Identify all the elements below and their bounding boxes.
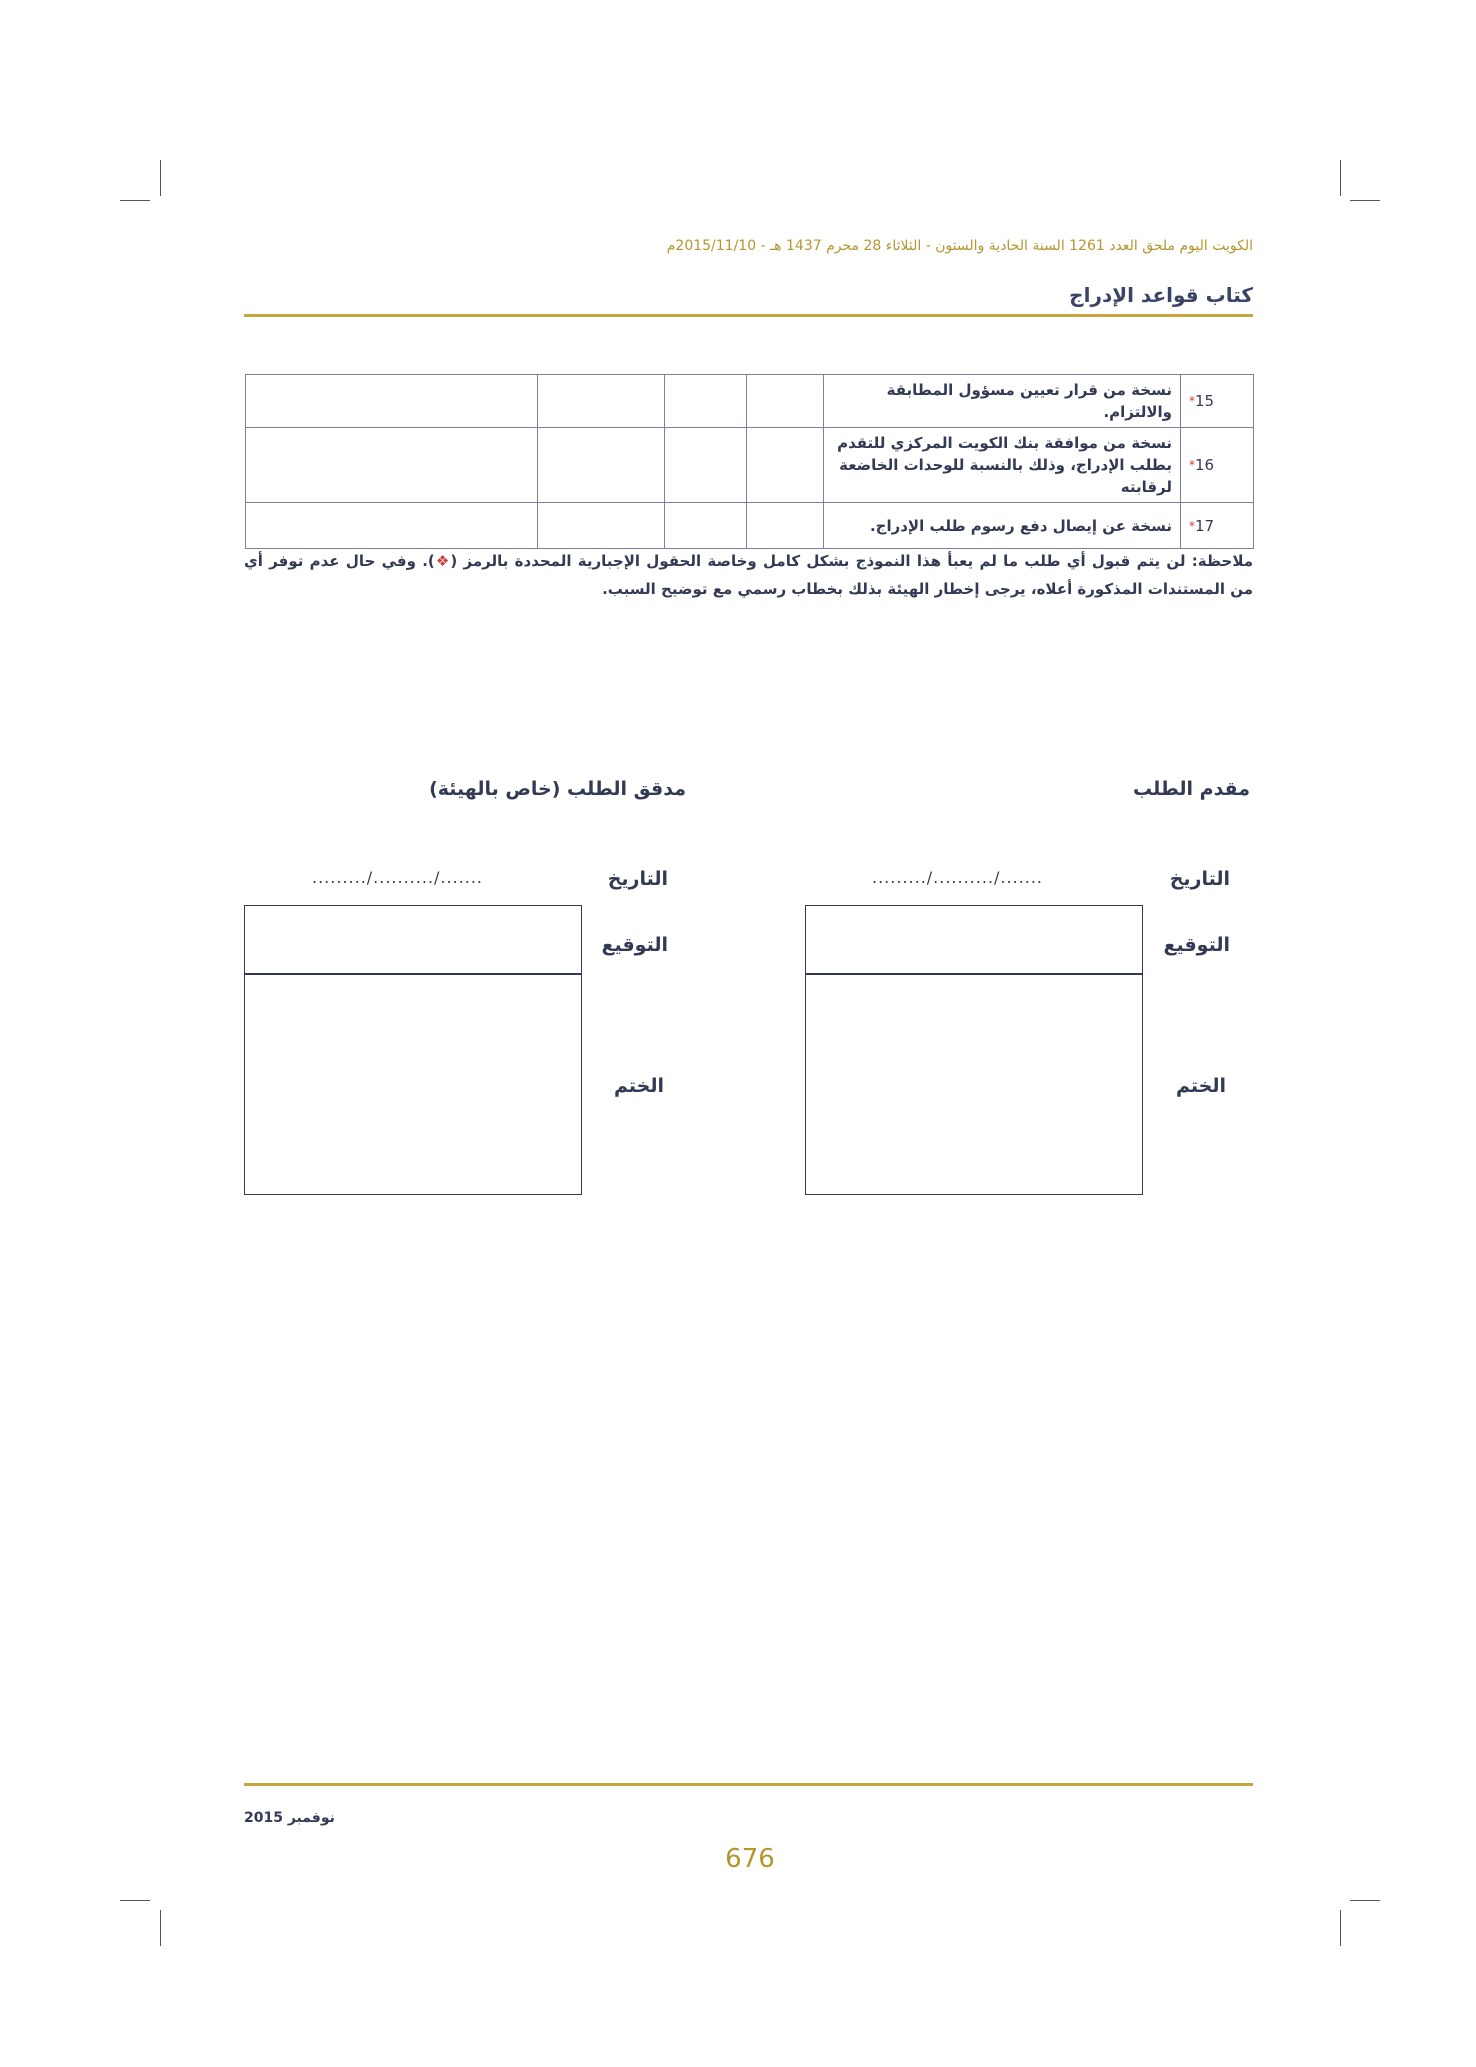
issue-header: الكويت اليوم ملحق العدد 1261 السنة الحادية والستون - الثلاثاء 28 محرم 1437 هـ - 2015/11/10م <box>666 238 1253 254</box>
reviewer-date-label: التاريخ <box>607 868 668 890</box>
reviewer-signature-box[interactable] <box>244 905 582 975</box>
applicant-stamp-label: الختم <box>1176 1075 1226 1097</box>
reviewer-stamp-label: الختم <box>614 1075 664 1097</box>
table-row <box>246 503 1254 549</box>
row-description: نسخة من موافقة بنك الكويت المركزي للتقدم بطلب الإدراج، وذلك بالنسبة للوحدات الخاضعة لرقابته <box>824 428 1181 503</box>
reviewer-signature-label: التوقيع <box>601 934 668 956</box>
row-description: نسخة من قرار تعيين مسؤول المطابقة والالتزام. <box>824 375 1181 428</box>
table-cell <box>538 375 665 428</box>
applicant-title: مقدم الطلب <box>1133 778 1250 800</box>
table-cell <box>665 428 747 503</box>
reviewer-date-field[interactable]: ........./........../....... <box>312 868 484 887</box>
table-cell <box>665 375 747 428</box>
applicant-stamp-box[interactable] <box>805 973 1143 1195</box>
table-cell <box>665 503 747 549</box>
crop-mark <box>1340 1910 1341 1946</box>
table-cell <box>246 375 538 428</box>
crop-mark <box>120 1900 150 1901</box>
row-number: *16 <box>1181 428 1254 503</box>
table-cell <box>538 428 665 503</box>
reviewer-stamp-box[interactable] <box>244 973 582 1195</box>
footer-rule <box>244 1783 1253 1786</box>
table-cell <box>538 503 665 549</box>
row-number: *15 <box>1181 375 1254 428</box>
page-number: 676 <box>725 1844 775 1874</box>
note-paragraph: ملاحظة: لن يتم قبول أي طلب ما لم يعبأ هذا النموذج بشكل كامل وخاصة الحقول الإجبارية المحددة بالرمز (❖). وفي حال عدم توفر أي من المستندات المذكورة أعلاه، يرجى إخطار الهيئة بذلك بخطاب رسمي مع توضيح السبب. <box>244 552 1254 598</box>
applicant-date-label: التاريخ <box>1169 868 1230 890</box>
table-cell <box>747 375 824 428</box>
applicant-signature-box[interactable] <box>805 905 1143 975</box>
mandatory-symbol-icon: ❖ <box>434 552 451 570</box>
table-row <box>246 375 1254 428</box>
section-title: كتاب قواعد الإدراج <box>1069 283 1253 307</box>
table-cell <box>246 503 538 549</box>
applicant-date-field[interactable]: ........./........../....... <box>872 868 1044 887</box>
crop-mark <box>1350 1900 1380 1901</box>
table-cell <box>747 503 824 549</box>
applicant-signature-label: التوقيع <box>1163 934 1230 956</box>
crop-mark <box>160 1910 161 1946</box>
documents-table <box>245 374 1254 549</box>
crop-mark <box>1340 160 1341 196</box>
reviewer-title: مدقق الطلب (خاص بالهيئة) <box>429 778 686 800</box>
table-cell <box>747 428 824 503</box>
row-number: *17 <box>1181 503 1254 549</box>
footer-date: نوفمبر 2015 <box>244 1810 335 1826</box>
crop-mark <box>120 200 150 201</box>
crop-mark <box>160 160 161 196</box>
row-description: نسخة عن إيصال دفع رسوم طلب الإدراج. <box>824 503 1181 549</box>
table-row <box>246 428 1254 503</box>
crop-mark <box>1350 200 1380 201</box>
header-rule <box>244 314 1253 317</box>
table-cell <box>246 428 538 503</box>
